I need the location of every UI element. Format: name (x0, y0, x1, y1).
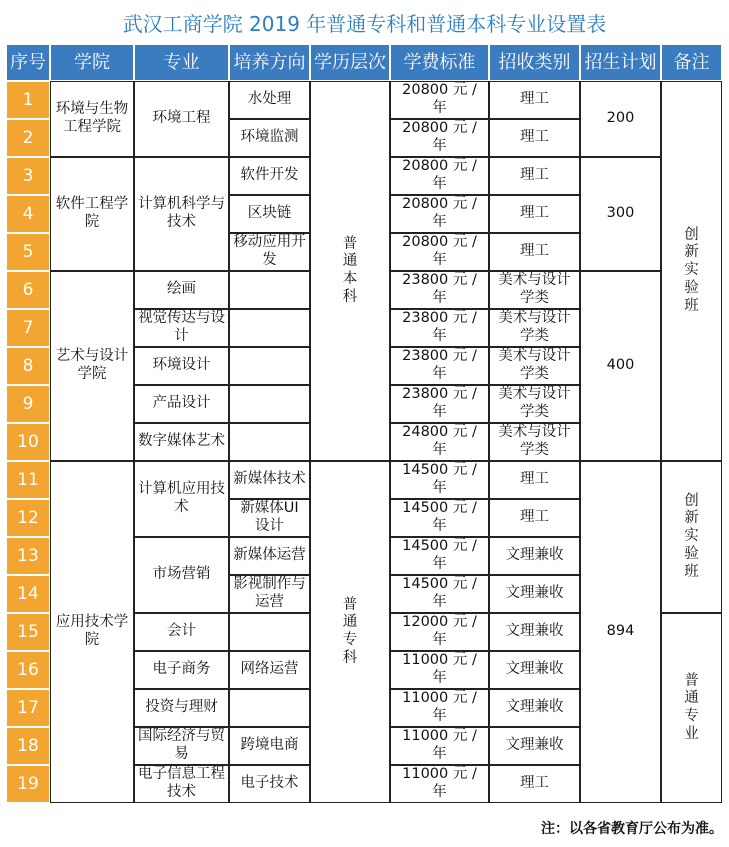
category-cell-text: 文理兼收 (505, 585, 564, 602)
category-cell (489, 347, 580, 385)
category-cell-text: 文理兼收 (505, 547, 564, 564)
row-number-text: 18 (17, 735, 39, 756)
category-cell (489, 385, 580, 423)
row-number-text: 8 (22, 355, 34, 376)
category-cell (489, 727, 580, 765)
fee-cell-text: 11000 元 / 年 (402, 652, 477, 686)
college-cell (50, 461, 134, 803)
fee-cell (390, 689, 489, 727)
row-number (6, 309, 50, 347)
direction-cell (229, 613, 310, 651)
header-cell-text: 招收类别 (498, 51, 571, 73)
row-number-text: 13 (17, 545, 39, 566)
fee-cell (390, 309, 489, 347)
header-cell-text: 学历层次 (314, 51, 386, 73)
row-number-text: 16 (17, 659, 39, 680)
category-cell (489, 233, 580, 271)
row-number (6, 271, 50, 309)
category-cell (489, 651, 580, 689)
direction-cell (229, 689, 310, 727)
page-title: 武汉工商学院 2019 年普通专科和普通本科专业设置表 (122, 12, 607, 36)
direction-cell (229, 119, 310, 157)
row-number-text: 12 (17, 507, 39, 528)
major-cell (134, 81, 229, 157)
category-cell-text: 理工 (520, 205, 549, 222)
category-cell-text: 理工 (520, 91, 549, 108)
major-cell (134, 651, 229, 689)
major-cell-text: 产品设计 (152, 395, 211, 412)
college-cell-text: 软件工程学院 (55, 196, 129, 230)
major-cell (134, 727, 229, 765)
fee-cell-text: 24800 元 / 年 (402, 424, 477, 458)
header-cell-text: 培养方向 (233, 51, 306, 73)
direction-cell (229, 271, 310, 309)
major-cell (134, 271, 229, 309)
row-number (6, 81, 50, 119)
category-cell-text: 理工 (520, 243, 549, 260)
direction-cell-text: 新媒体运营 (233, 547, 306, 564)
fee-cell (390, 81, 489, 119)
level-cell-text: 普通本科 (342, 235, 358, 305)
row-number (6, 727, 50, 765)
category-cell (489, 423, 580, 461)
plan-cell (580, 271, 661, 461)
plan-cell-text: 894 (606, 623, 635, 640)
remark-cell-text: 创新实验班 (684, 226, 699, 314)
row-number-text: 19 (17, 773, 39, 794)
row-number (6, 499, 50, 537)
fee-cell-text: 14500 元 / 年 (402, 500, 477, 534)
major-cell-text: 数字媒体艺术 (138, 433, 225, 450)
level-cell (310, 461, 390, 803)
category-cell (489, 119, 580, 157)
fee-cell (390, 385, 489, 423)
direction-cell-text: 软件开发 (240, 167, 299, 184)
header-cell-text: 备注 (673, 51, 710, 73)
major-cell (134, 461, 229, 537)
row-number-text: 14 (17, 583, 39, 604)
category-cell (489, 689, 580, 727)
row-number (6, 385, 50, 423)
plan-cell-text: 400 (606, 357, 635, 374)
plan-cell (580, 461, 661, 803)
direction-cell (229, 195, 310, 233)
category-cell (489, 309, 580, 347)
category-cell-text: 美术与设计学类 (498, 386, 571, 420)
program-table (6, 44, 722, 805)
category-cell-text: 理工 (520, 471, 549, 488)
major-cell (134, 347, 229, 385)
direction-cell (229, 575, 310, 613)
row-number-text: 9 (22, 393, 34, 414)
header-cell (580, 44, 661, 81)
fee-cell (390, 575, 489, 613)
plan-cell (580, 81, 661, 157)
footnote: 注：以各省教育厅公布为准。 (541, 821, 723, 837)
fee-cell-text: 14500 元 / 年 (402, 538, 477, 572)
major-cell (134, 309, 229, 347)
row-number (6, 233, 50, 271)
direction-cell (229, 81, 310, 119)
fee-cell-text: 11000 元 / 年 (402, 690, 477, 724)
direction-cell-text: 电子技术 (240, 775, 299, 792)
major-cell-text: 投资与理财 (145, 699, 218, 716)
fee-cell-text: 20800 元 / 年 (402, 158, 477, 192)
college-cell (50, 81, 134, 157)
category-cell (489, 157, 580, 195)
level-cell (310, 81, 390, 461)
fee-cell-text: 14500 元 / 年 (402, 576, 477, 610)
fee-cell (390, 613, 489, 651)
direction-cell (229, 347, 310, 385)
direction-cell (229, 651, 310, 689)
fee-cell (390, 233, 489, 271)
fee-cell (390, 195, 489, 233)
row-number-text: 3 (22, 165, 34, 186)
header-cell-text: 学费标准 (403, 51, 476, 73)
category-cell-text: 文理兼收 (505, 661, 564, 678)
row-number-text: 1 (22, 89, 34, 110)
direction-cell-text: 区块链 (247, 205, 292, 222)
header-cell (390, 44, 489, 81)
row-number (6, 195, 50, 233)
category-cell (489, 575, 580, 613)
fee-cell-text: 20800 元 / 年 (402, 234, 477, 268)
direction-cell-text: 影视制作与运营 (233, 576, 306, 610)
category-cell (489, 499, 580, 537)
fee-cell-text: 11000 元 / 年 (402, 766, 477, 800)
college-cell-text: 环境与生物工程学院 (55, 101, 129, 135)
direction-cell-text: 移动应用开发 (233, 234, 306, 268)
header-cell (229, 44, 310, 81)
fee-cell (390, 461, 489, 499)
remark-cell (661, 461, 722, 613)
remark-cell-text: 创新实验班 (684, 492, 699, 580)
direction-cell (229, 537, 310, 575)
header-cell (489, 44, 580, 81)
direction-cell (229, 233, 310, 271)
category-cell (489, 765, 580, 803)
major-cell-text: 计算机应用技术 (138, 481, 225, 515)
fee-cell (390, 727, 489, 765)
category-cell-text: 理工 (520, 775, 549, 792)
direction-cell (229, 765, 310, 803)
header-cell-text: 专业 (163, 51, 200, 73)
direction-cell-text: 网络运营 (240, 661, 299, 678)
row-number (6, 119, 50, 157)
header-cell-text: 招生计划 (584, 51, 657, 73)
header-cell (50, 44, 134, 81)
row-number-text: 5 (22, 241, 34, 262)
category-cell (489, 461, 580, 499)
header-cell-text: 学院 (74, 51, 110, 73)
major-cell-text: 绘画 (167, 281, 196, 298)
category-cell-text: 理工 (520, 167, 549, 184)
fee-cell (390, 347, 489, 385)
major-cell (134, 765, 229, 803)
direction-cell (229, 461, 310, 499)
header-cell-text: 序号 (10, 51, 46, 73)
category-cell (489, 195, 580, 233)
row-number (6, 689, 50, 727)
major-cell (134, 689, 229, 727)
direction-cell-text: 水处理 (247, 91, 292, 108)
college-cell (50, 157, 134, 271)
row-number-text: 2 (22, 127, 34, 148)
category-cell-text: 文理兼收 (505, 699, 564, 716)
fee-cell-text: 20800 元 / 年 (402, 196, 477, 230)
fee-cell (390, 157, 489, 195)
major-cell-text: 电子商务 (152, 661, 211, 678)
row-number-text: 10 (17, 431, 39, 452)
major-cell (134, 537, 229, 613)
fee-cell (390, 499, 489, 537)
major-cell-text: 国际经济与贸易 (138, 728, 225, 762)
row-number (6, 575, 50, 613)
college-cell (50, 271, 134, 461)
row-number (6, 613, 50, 651)
fee-cell (390, 271, 489, 309)
category-cell (489, 271, 580, 309)
category-cell-text: 理工 (520, 129, 549, 146)
college-cell-text: 艺术与设计学院 (55, 348, 129, 382)
direction-cell-text: 跨境电商 (240, 737, 299, 754)
fee-cell (390, 537, 489, 575)
direction-cell-text: 新媒体技术 (233, 471, 306, 488)
direction-cell (229, 385, 310, 423)
category-cell-text: 美术与设计学类 (498, 272, 571, 306)
row-number-text: 17 (17, 697, 39, 718)
level-cell-text: 普通专科 (342, 596, 358, 666)
plan-cell (580, 157, 661, 271)
fee-cell-text: 20800 元 / 年 (402, 120, 477, 154)
row-number (6, 537, 50, 575)
row-number-text: 15 (17, 621, 39, 642)
row-number (6, 765, 50, 803)
direction-cell (229, 157, 310, 195)
row-number (6, 461, 50, 499)
fee-cell-text: 12000 元 / 年 (402, 614, 477, 648)
row-number-text: 11 (17, 469, 39, 490)
fee-cell (390, 651, 489, 689)
fee-cell-text: 23800 元 / 年 (402, 310, 477, 344)
category-cell-text: 文理兼收 (505, 623, 564, 640)
remark-cell (661, 613, 722, 803)
category-cell-text: 文理兼收 (505, 737, 564, 754)
category-cell-text: 美术与设计学类 (498, 348, 571, 382)
direction-cell (229, 499, 310, 537)
direction-cell-text: 新媒体UI 设计 (240, 500, 299, 534)
fee-cell (390, 765, 489, 803)
fee-cell (390, 423, 489, 461)
plan-cell-text: 300 (606, 205, 635, 222)
category-cell (489, 81, 580, 119)
category-cell-text: 美术与设计学类 (498, 310, 571, 344)
college-cell-text: 应用技术学院 (55, 614, 129, 648)
major-cell (134, 613, 229, 651)
fee-cell-text: 11000 元 / 年 (402, 728, 477, 762)
major-cell (134, 157, 229, 271)
category-cell (489, 537, 580, 575)
row-number (6, 651, 50, 689)
row-number-text: 7 (22, 317, 34, 338)
major-cell (134, 423, 229, 461)
fee-cell-text: 23800 元 / 年 (402, 272, 477, 306)
fee-cell-text: 20800 元 / 年 (402, 82, 477, 116)
major-cell (134, 385, 229, 423)
header-cell (310, 44, 390, 81)
direction-cell (229, 727, 310, 765)
remark-cell (661, 81, 722, 461)
major-cell-text: 视觉传达与设计 (138, 310, 225, 344)
fee-cell-text: 14500 元 / 年 (402, 462, 477, 496)
fee-cell-text: 23800 元 / 年 (402, 348, 477, 382)
row-number (6, 423, 50, 461)
header-cell (661, 44, 722, 81)
major-cell-text: 电子信息工程技术 (138, 766, 225, 800)
header-cell (134, 44, 229, 81)
plan-cell-text: 200 (606, 110, 635, 127)
row-number (6, 347, 50, 385)
category-cell-text: 美术与设计学类 (498, 424, 571, 458)
remark-cell-text: 普通专业 (684, 672, 699, 742)
row-number-text: 6 (22, 279, 34, 300)
row-number (6, 157, 50, 195)
category-cell-text: 理工 (520, 509, 549, 526)
fee-cell-text: 23800 元 / 年 (402, 386, 477, 420)
major-cell-text: 会计 (167, 623, 196, 640)
row-number-text: 4 (22, 203, 34, 224)
header-cell (6, 44, 50, 81)
major-cell-text: 环境工程 (152, 110, 211, 127)
major-cell-text: 市场营销 (152, 566, 211, 583)
direction-cell (229, 423, 310, 461)
major-cell-text: 计算机科学与技术 (138, 196, 225, 230)
category-cell (489, 613, 580, 651)
fee-cell (390, 119, 489, 157)
direction-cell (229, 309, 310, 347)
direction-cell-text: 环境监测 (240, 129, 299, 146)
major-cell-text: 环境设计 (152, 357, 211, 374)
